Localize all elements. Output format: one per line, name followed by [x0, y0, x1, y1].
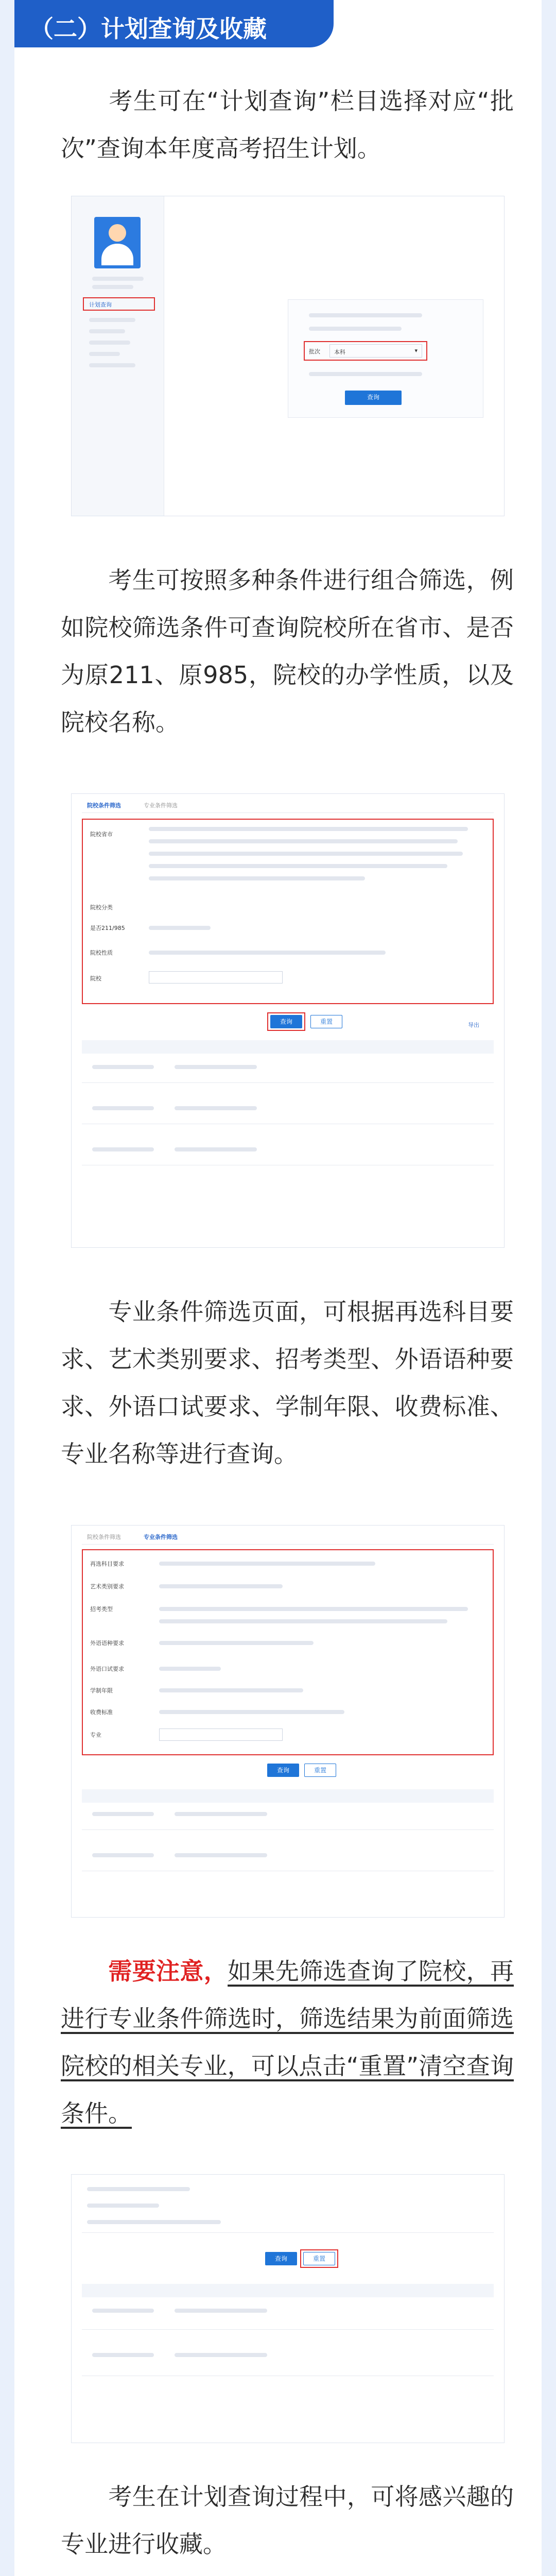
- screenshot-reset: [71, 2174, 505, 2443]
- screenshot-plan-query: [71, 196, 505, 516]
- reset-button[interactable]: 重置: [310, 1015, 342, 1028]
- college-input[interactable]: [149, 971, 283, 984]
- filter-label-nature: 院校性质: [90, 950, 113, 956]
- export-link[interactable]: 导出: [468, 1022, 479, 1028]
- paragraph-5: 考生在计划查询过程中，可将感兴趣的专业进行收藏。: [61, 2483, 514, 2558]
- query-button[interactable]: 查询: [270, 1015, 302, 1028]
- warning-label: 需要注意，: [108, 1957, 228, 1985]
- filter-label-province: 院校省市: [90, 831, 113, 838]
- section-title: （二）计划查询及收藏: [30, 15, 267, 43]
- article-page: [14, 0, 542, 2576]
- sidebar: [72, 196, 164, 516]
- batch-panel: [288, 299, 483, 418]
- filter-label-211-985: 是否211/985: [90, 925, 125, 931]
- tab-college-filter[interactable]: 院校条件筛选: [87, 802, 121, 809]
- section-header: [14, 0, 334, 47]
- query-button[interactable]: 查询: [345, 391, 402, 405]
- screenshot-major-filter: 院校条件筛选 专业条件筛选 再选科目要求 艺术类别要求 招考类型 外语语种要求 外语口试要求 学制年限 收费标准 专业 查询 重置: [71, 1525, 505, 1918]
- query-button[interactable]: 查询: [267, 1764, 299, 1777]
- filter-label-college: 院校: [90, 975, 101, 982]
- query-button[interactable]: 查询: [265, 2252, 297, 2265]
- chevron-down-icon: ▾: [414, 347, 418, 354]
- paragraph-1: 考生可在“计划查询”栏目选择对应“批次”查询本年度高考招生计划。: [61, 87, 514, 162]
- paragraph-2: 考生可按照多种条件进行组合筛选，例如院校筛选条件可查询院校所在省市、是否为原211、原985，院校的办学性质，以及院校名称。: [61, 566, 514, 736]
- tab-major-filter[interactable]: 专业条件筛选: [144, 1534, 178, 1540]
- menu-item-plan-query[interactable]: 计划查询: [89, 301, 112, 308]
- major-input[interactable]: [159, 1728, 283, 1741]
- batch-select[interactable]: 本科 ▾: [329, 344, 422, 358]
- screenshot-college-filter: [71, 793, 505, 1248]
- reset-button[interactable]: 重置: [304, 1764, 336, 1777]
- filter-label-category: 院校分类: [90, 904, 113, 911]
- batch-label: 批次: [309, 348, 320, 355]
- reset-button[interactable]: 重置: [303, 2252, 335, 2265]
- tab-major-filter[interactable]: 专业条件筛选: [144, 802, 178, 809]
- avatar: [94, 217, 141, 268]
- paragraph-4: 需要注意，如果先筛选查询了院校，再进行专业条件筛选时，筛选结果为前面筛选院校的相关专业，可以点击“重置”清空查询条件。: [61, 1957, 514, 2127]
- paragraph-3: 专业条件筛选页面，可根据再选科目要求、艺术类别要求、招考类型、外语语种要求、外语口试要求、学制年限、收费标准、专业名称等进行查询。: [61, 1298, 514, 1468]
- tab-college-filter[interactable]: 院校条件筛选: [87, 1534, 121, 1540]
